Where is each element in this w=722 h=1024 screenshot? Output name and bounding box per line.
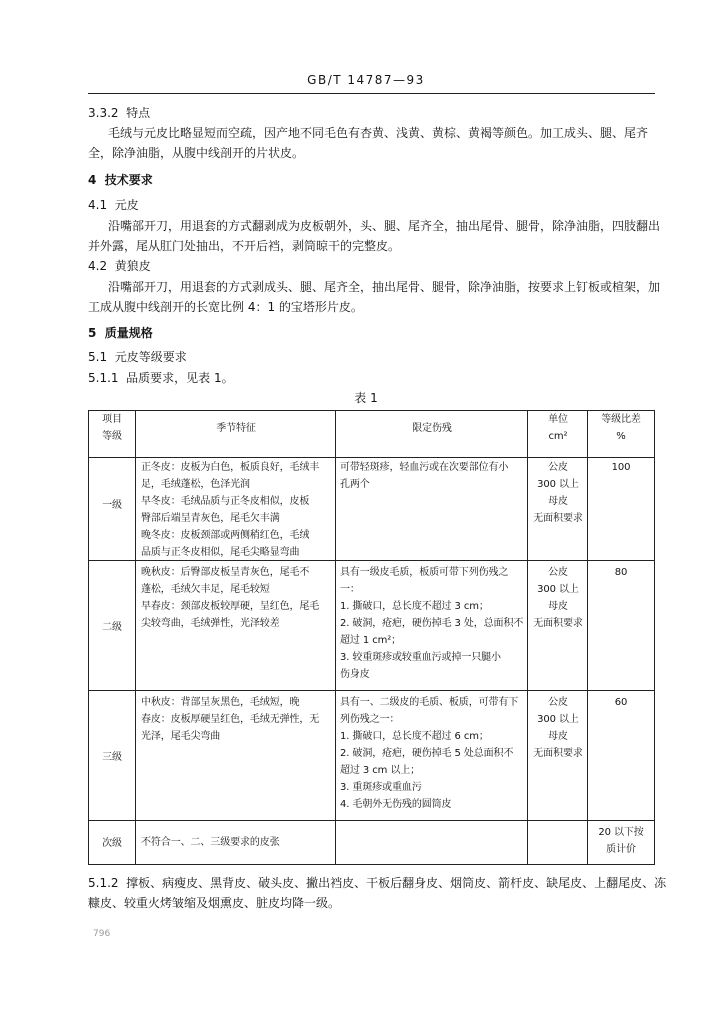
table-header-grade: 项目 [102, 414, 122, 425]
table-header-defects: 限定伤残 [412, 423, 452, 434]
table-cell-unit-line: 公皮 [548, 567, 568, 578]
header-rule [88, 93, 655, 94]
section-4-1-line: 沿嘴部开刀，用退套的方式翻剥成为皮板朝外，头、腿、尾齐全，抽出尾骨、腿骨，除净油脂，四肢翻出 [108, 219, 661, 233]
table-header-unit: cm² [548, 431, 568, 442]
section-3-3-2-line: 毛绒与元皮比略显短而空疏，因产地不同毛色有杏黄、浅黄、黄棕、黄褐等颜色。加工成头、腿、尾齐 [108, 126, 649, 140]
table-cell-unit-line: 母皮 [548, 601, 568, 612]
table-cell-ratio: 20 以下按 [598, 827, 644, 838]
table-row-divider [89, 560, 654, 561]
table-row-grade: 三级 [102, 752, 122, 763]
table-cell-season-line: 晚秋皮：后臀部皮板呈青灰色，尾毛不 [141, 567, 310, 578]
section-4-1-heading: 4.1 元皮 [88, 198, 139, 212]
table-header-ratio: % [616, 431, 626, 442]
table-cell-season-line: 臀部后端呈青灰色，尾毛欠丰满 [141, 513, 280, 524]
table-cell-unit-line: 公皮 [548, 697, 568, 708]
table-cell-season-line: 晚冬皮：皮板颈部或两侧稍红色，毛绒 [141, 530, 310, 541]
section-5-1-1-heading: 5.1.1 品质要求，见表 1。 [88, 371, 234, 385]
table-1 [88, 410, 655, 865]
table-column-divider [135, 411, 136, 864]
page-number: 796 [93, 929, 111, 939]
table-cell-defects-line: 列伤残之一： [340, 714, 400, 725]
table-cell-unit-line: 母皮 [548, 731, 568, 742]
table-cell-season-line: 春皮：皮板厚硬呈红色，毛绒无弹性，无 [141, 714, 320, 725]
table-cell-ratio: 100 [611, 462, 631, 473]
table-cell-unit-line: 无面积要求 [533, 618, 583, 629]
section-4-heading: 4 技术要求 [88, 173, 153, 187]
table-cell-unit-line: 公皮 [548, 462, 568, 473]
table-cell-defects-line: 1. 撕破口，总长度不超过 3 cm； [340, 601, 489, 612]
table-cell-unit-line: 300 以上 [537, 714, 579, 725]
table-cell-ratio: 80 [614, 567, 628, 578]
table-cell-unit-line: 母皮 [548, 496, 568, 507]
table-row-grade: 次级 [102, 838, 122, 849]
table-cell-unit-line: 无面积要求 [533, 513, 583, 524]
table-row-divider [89, 820, 654, 821]
table-cell-season-line: 不符合一、二、三级要求的皮张 [141, 837, 280, 848]
table-cell-season-line: 光泽，尾毛尖弯曲 [141, 731, 221, 742]
table-cell-defects-line: 具有一级皮毛质，板质可带下列伤残之 [340, 567, 509, 578]
table-cell-defects-line: 超过 1 cm²； [340, 635, 402, 646]
section-5-1-2-line: 糠皮、较重火烤皱缩及烟熏皮、脏皮均降一级。 [88, 896, 341, 910]
table-cell-season-line: 中秋皮：背部呈灰黑色，毛绒短，晚 [141, 697, 300, 708]
table-cell-defects-line: 伤身皮 [340, 669, 370, 680]
section-5-heading: 5 质量规格 [88, 326, 153, 340]
section-4-2-heading: 4.2 黄狼皮 [88, 259, 151, 273]
section-3-3-2-heading: 3.3.2 特点 [88, 106, 151, 120]
table-cell-season-line: 足，毛绒蓬松，色泽光润 [141, 479, 250, 490]
table-cell-unit-line: 300 以上 [537, 584, 579, 595]
table-cell-unit-line: 无面积要求 [533, 748, 583, 759]
section-3-3-2-line: 全，除净油脂，从腹中线剖开的片状皮。 [88, 146, 305, 160]
section-4-1-line: 并外露，尾从肛门处抽出，不开后裆，剥筒晾干的完整皮。 [88, 239, 401, 253]
table-header-unit: 单位 [548, 414, 568, 425]
section-4-2-line: 沿嘴部开刀，用退套的方式剥成头、腿、尾齐全，抽出尾骨、腿骨，除净油脂，按要求上钉板或楦架，加 [108, 280, 661, 294]
table-cell-defects-line: 一： [340, 584, 360, 595]
section-4-2-line: 工成从腹中线剖开的长宽比例 4：1 的宝塔形片皮。 [88, 300, 363, 314]
table-row-divider [89, 457, 654, 458]
table-cell-defects-line: 1. 撕破口，总长度不超过 6 cm； [340, 731, 489, 742]
table-row-divider [89, 690, 654, 691]
table-cell-defects-line: 3. 较重斑疹或较重血污或掉一只腿小 [340, 652, 501, 663]
table-cell-ratio: 60 [614, 697, 628, 708]
table-cell-season-line: 品质与正冬皮相似，尾毛尖略显弯曲 [141, 547, 300, 558]
section-5-1-heading: 5.1 元皮等级要求 [88, 350, 187, 364]
table-cell-defects-line: 可带轻斑疹，轻血污或在次要部位有小 [340, 462, 509, 473]
table-header-ratio: 等级比差 [601, 414, 641, 425]
table-cell-defects-line: 3. 重斑疹或重血污 [340, 782, 422, 793]
table-cell-season-line: 早冬皮：毛绒品质与正冬皮相似，皮板 [141, 496, 310, 507]
table-1-caption: 表 1 [354, 391, 378, 405]
table-header-season: 季节特征 [216, 423, 256, 434]
table-row-grade: 一级 [102, 500, 122, 511]
table-cell-season-line: 正冬皮：皮板为白色，板质良好，毛绒丰 [141, 462, 320, 473]
table-row-grade: 二级 [102, 622, 122, 633]
section-5-1-2-line: 5.1.2 撑板、病瘦皮、黑背皮、破头皮、撇出裆皮、干板后翻身皮、烟筒皮、箭杆皮、缺尾皮、上翻尾皮、冻 [88, 876, 667, 890]
table-cell-defects-line: 孔两个 [340, 479, 370, 490]
table-cell-season-line: 蓬松，毛绒欠丰足，尾毛较短 [141, 584, 270, 595]
table-cell-season-line: 尖较弯曲，毛绒弹性，光泽较差 [141, 618, 280, 629]
table-cell-ratio: 质计价 [606, 844, 636, 855]
table-cell-defects-line: 4. 毛朝外无伤残的圆筒皮 [340, 799, 452, 810]
table-cell-season-line: 早春皮：颈部皮板较厚硬，呈红色，尾毛 [141, 601, 320, 612]
table-column-divider [335, 411, 336, 864]
table-cell-unit-line: 300 以上 [537, 479, 579, 490]
standard-code-header: GB/T 14787—93 [307, 73, 425, 87]
table-header-grade: 等级 [102, 431, 122, 442]
table-cell-defects-line: 2. 破洞，疮疤，硬伤掉毛 5 处总面积不 [340, 748, 514, 759]
table-cell-defects-line: 2. 破洞，疮疤，硬伤掉毛 3 处，总面积不 [340, 618, 524, 629]
table-cell-defects-line: 具有一、二级皮的毛质、板质，可带有下 [340, 697, 519, 708]
table-cell-defects-line: 超过 3 cm 以上； [340, 765, 421, 776]
